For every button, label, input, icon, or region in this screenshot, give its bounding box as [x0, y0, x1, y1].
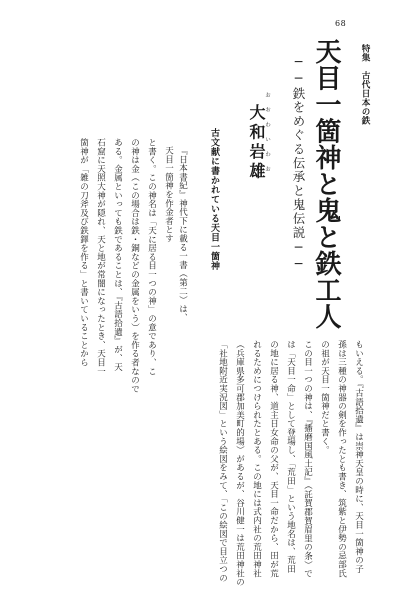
body-column: の神は金（この場合は鉄・銅などの金属をいう）を作る者なので [129, 138, 140, 394]
body-column: 「社地附近実況図」という絵図をみて、「この絵図で目立つの [217, 340, 228, 583]
body-column: 箇神が「雑の刀斧及び鉄鐸を作る」と書いていることから [78, 138, 89, 367]
body-column: ある。金属といっても鉄であることは、『古語拾遺』が、天 [112, 138, 123, 372]
body-column: 『日本書紀』神代下に載る一書（第二）は、 [177, 146, 188, 322]
series-label: 特集 古代日本の鉄 [360, 44, 370, 125]
author-name: 大和岩雄 [247, 104, 266, 182]
body-column: は「天目一命」として登場し、「荒田」という地名は、荒田 [285, 340, 296, 574]
body-column: の地に居る神、道主日女命の父が、天目一命だから、田が荒 [268, 340, 279, 578]
author-ruby: おおわいわお [264, 92, 270, 181]
section-heading: 古文献に書かれている天目一箇神 [209, 128, 219, 271]
page-number: 68 [335, 19, 347, 28]
body-column: 石窟に天照大神が隠れ、天と地が常闇になったとき、天目一 [95, 138, 106, 376]
body-column: れるためにつけられたとある。この地には式内社の荒田神社 [251, 340, 262, 578]
body-column: この目一つの神は、『播磨国風土記』（託賀郡賀眉里の条）で [302, 340, 313, 578]
body-column: と書く。この神名は「天に居る目一つの神」の意であり、こ [146, 138, 157, 376]
article-title: 天目一箇神と鬼と鉄工人 [311, 38, 341, 330]
body-column: の祖が天目一箇神だと書く。 [319, 340, 330, 455]
body-column: 天目一箇神を作金者とす [163, 146, 174, 243]
body-column: 孫は三種の神器の剣を作ったとも書き、筑紫と伊勢の忌部氏 [336, 340, 347, 578]
body-column: （兵庫県多可郡加美町的場）があるが、谷川健一は荒田神社の [234, 340, 245, 587]
article-subtitle: ──鉄をめぐる伝承と鬼伝説── [291, 54, 306, 273]
body-column: もいえる。『古語拾遺』は崇神天皇の時に、天目一箇神の子 [353, 340, 364, 574]
